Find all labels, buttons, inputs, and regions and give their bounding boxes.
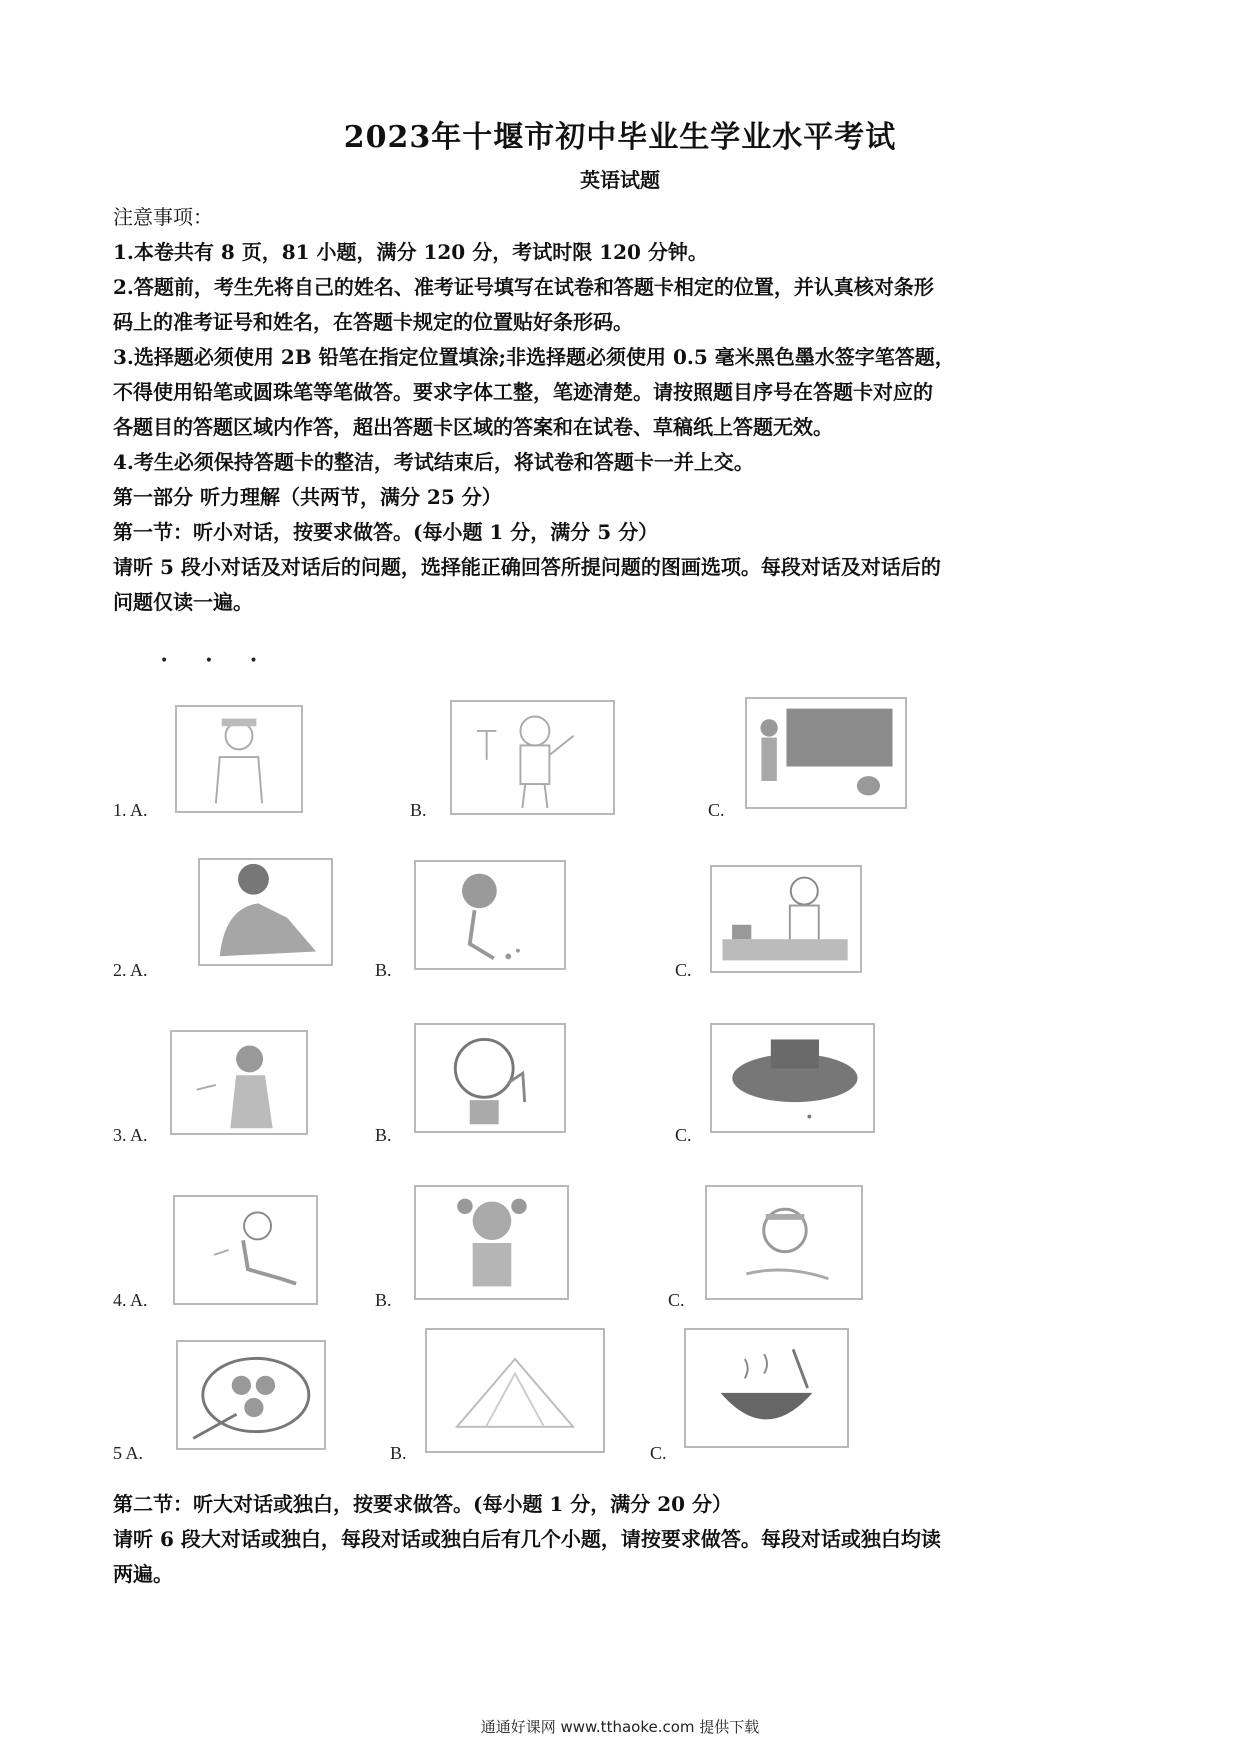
notice-item-3-line-2: 不得使用铅笔或圆珠笔等笔做答。要求字体工整，笔迹清楚。请按照题目序号在答题卡对应的 <box>113 380 933 404</box>
question-3-option-c-label: C. <box>675 1125 692 1145</box>
notice-item-3-line-1: 3.选择题必须使用 2B 铅笔在指定位置填涂;非选择题必须使用 0.5 毫米黑色墨水签字笔答题， <box>113 345 955 369</box>
notice-item-2-line-1: 2.答题前，考生先将自己的姓名、准考证号填写在试卷和答题卡相定的位置，并认真核对条形 <box>113 275 934 299</box>
section2-instruction-line-2: 两遍。 <box>113 1562 173 1586</box>
girl-stomachache-picture-icon <box>414 1185 569 1300</box>
question-1-option-c-label: C. <box>708 800 725 820</box>
question-4-option-b-label: B. <box>375 1290 392 1310</box>
emphasis-dots: • • • <box>160 653 274 669</box>
question-5-option-b-label: B. <box>390 1443 407 1463</box>
notice-item-4: 4.考生必须保持答题卡的整洁，考试结束后，将试卷和答题卡一并上交。 <box>113 450 754 474</box>
part1-heading: 第一部分 听力理解（共两节，满分 25 分） <box>113 485 502 509</box>
boy-painting-picture-icon <box>414 860 566 970</box>
woman-speaking-picture-icon <box>170 1030 308 1135</box>
girl-sitting-picture-icon <box>173 1195 318 1305</box>
astronaut-picture-icon <box>450 700 615 815</box>
question-1-option-a-label: 1. A. <box>113 800 148 820</box>
section2-instruction-line-1: 请听 6 段大对话或独白，每段对话或独白后有几个小题，请按要求做答。每段对话或独白均读 <box>113 1527 941 1551</box>
question-5-option-c-label: C. <box>650 1443 667 1463</box>
question-5-option-a-label: 5 A. <box>113 1443 144 1463</box>
footer-text: 通通好课网 www.tthaoke.com 提供下载 <box>480 1718 760 1736</box>
notice-item-3-line-3: 各题目的答题区域内作答，超出答题卡区域的答案和在试卷、草稿纸上答题无效。 <box>113 415 833 439</box>
girl-with-trophy-picture-icon <box>414 1023 566 1133</box>
notice-item-2-line-2: 码上的准考证号和姓名，在答题卡规定的位置贴好条形码。 <box>113 310 633 334</box>
question-1-option-b-label: B. <box>410 800 427 820</box>
hat-picture-icon <box>710 1023 875 1133</box>
question-2-option-c-label: C. <box>675 960 692 980</box>
boy-reading-picture-icon <box>198 858 333 966</box>
noodles-picture-icon <box>684 1328 849 1448</box>
question-3-option-a-label: 3. A. <box>113 1125 148 1145</box>
teacher-at-blackboard-picture-icon <box>745 697 907 809</box>
section2-heading: 第二节：听大对话或独白，按要求做答。(每小题 1 分，满分 20 分） <box>113 1492 733 1516</box>
question-3-option-b-label: B. <box>375 1125 392 1145</box>
question-2-option-b-label: B. <box>375 960 392 980</box>
section1-instruction-line-2: 问题仅读一遍。 <box>113 590 253 614</box>
section1-heading: 第一节：听小对话，按要求做答。(每小题 1 分，满分 5 分） <box>113 520 659 544</box>
page-title: 2023年十堰市初中毕业生学业水平考试 <box>343 120 897 155</box>
page-subtitle: 英语试题 <box>580 168 660 192</box>
question-4-option-c-label: C. <box>668 1290 685 1310</box>
zongzi-picture-icon <box>425 1328 605 1453</box>
girl-fever-picture-icon <box>705 1185 863 1300</box>
boy-cooking-picture-icon <box>710 865 862 973</box>
dumplings-picture-icon <box>176 1340 326 1450</box>
police-officer-picture-icon <box>175 705 303 813</box>
notice-heading: 注意事项： <box>113 205 213 229</box>
notice-item-1: 1.本卷共有 8 页，81 小题，满分 120 分，考试时限 120 分钟。 <box>113 240 708 264</box>
section1-instruction-line-1: 请听 5 段小对话及对话后的问题，选择能正确回答所提问题的图画选项。每段对话及对话后的 <box>113 555 941 579</box>
question-4-option-a-label: 4. A. <box>113 1290 148 1310</box>
download-footer <box>0 1716 1240 1737</box>
question-2-option-a-label: 2. A. <box>113 960 148 980</box>
